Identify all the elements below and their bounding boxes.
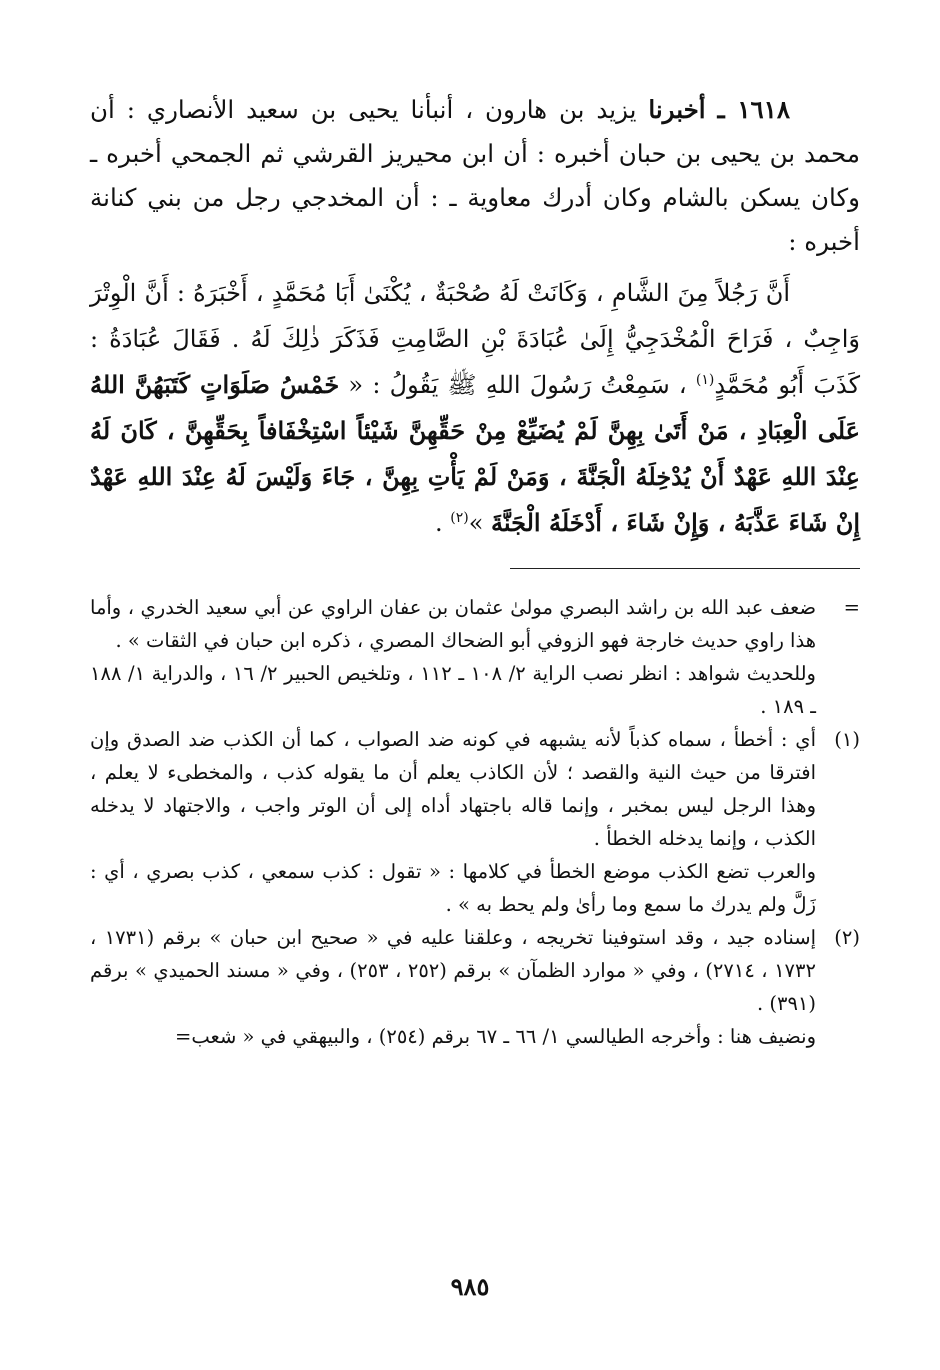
footnote-divider <box>510 568 860 569</box>
hadith-matn-paragraph <box>90 270 860 546</box>
footnote-mark: (١) <box>834 728 860 751</box>
footnote-body <box>90 591 816 723</box>
hadith-block <box>90 88 860 546</box>
footnote-paragraph: إسناده جيد ، وقد استوفينا تخريجه ، وعلقنا عليه في « صحيح ابن حبان » برقم (١٧٣١ ، ١٧٣٢ ، ٢٧١٤) ، وفي « موارد الظمآن » برقم (٢٥٢ ، ٢٥٣) ، وفي « مسند الحميدي » برقم (٣٩١) . <box>90 926 816 1015</box>
footnote-mark: (٢) <box>834 926 860 949</box>
hadith-matn-end: . <box>434 509 451 537</box>
footnote-ref-1[interactable]: (١) <box>695 372 715 388</box>
footnote-2 <box>90 921 860 1053</box>
footnote-paragraph: وللحديث شواهد : انظر نصب الراية ٢/ ١٠٨ ـ ١١٢ ، وتلخيص الحبير ٢/ ١٦ ، والدراية ١/ ١٨٨ ـ ١٨٩ . <box>90 662 816 718</box>
footnote-paragraph: والعرب تضع الكذب موضع الخطأ في كلامها : « تقول : كذب سمعي ، كذب بصري ، أي : زَلَّ ولم يدرك ما سمع وما رأىٰ ولم يحط به » . <box>90 860 816 916</box>
footnote-ref-2[interactable]: (٢) <box>450 510 469 526</box>
footnote-body <box>90 921 816 1053</box>
footnote-body <box>90 723 816 921</box>
footnote-paragraph: أي : أخطأ ، سماه كذباً لأنه يشبهه في كونه ضد الصواب ، كما أن الكذب ضد الصدق وإن افترقا من حيث النية والقصد ؛ لأن الكاذب يعلم أن ما يقوله كذب ، والمخطىء لا يعلم ، وهذا الرجل ليس بمخبر ، وإنما قاله باجتهاد أداه إلى أن الوتر واجب ، والاجتهاد لا يدخله الكذب ، وإنما يدخله الخطأ . <box>90 728 816 850</box>
hadith-matn-intro: أَنَّ رَجُلاً مِنَ الشَّامِ ، وَكَانَتْ لَهُ صُحْبَةٌ ، يُكْنَىٰ أَبَا مُحَمَّدٍ ، أَخْبَرَهُ : أَنَّ الْوِتْرَ وَاجِبٌ ، فَرَاحَ الْمُخْدَجِيُّ إِلَىٰ عُبَادَةَ بْنِ الصَّامِتِ فَذَكَرَ ذٰلِكَ لَهُ . فَقَالَ عُبَادَةُ : كَذَبَ أَبُو مُحَمَّدٍ <box>90 279 861 399</box>
footnote-1 <box>90 723 860 921</box>
footnote-paragraph: ضعف عبد الله بن راشد البصري مولىٰ عثمان بن عفان الراوي عن أبي سعيد الخدري ، وأما هذا راوي حديث خارجة فهو الزوفي أبو الضحاك المصري ، ذكره ابن حبان في الثقات » . <box>90 596 816 652</box>
prophet-saying: خَمْسُ صَلَوَاتٍ كَتَبَهُنَّ اللهُ عَلَى الْعِبَادِ ، مَنْ أَتَىٰ بِهِنَّ لَمْ يُضَيِّعْ مِنْ حَقِّهِنَّ شَيْئاً اسْتِخْفَافاً بِحَقِّهِنَّ ، كَانَ لَهُ عِنْدَ اللهِ عَهْدٌ أَنْ يُدْخِلَهُ الْجَنَّةَ ، وَمَنْ لَمْ يَأْتِ بِهِنَّ ، جَاءَ وَلَيْسَ لَهُ عِنْدَ اللهِ عَهْدٌ إِنْ شَاءَ عَذَّبَهُ ، وَإِنْ شَاءَ ، أَدْخَلَهُ الْجَنَّةَ <box>90 370 860 537</box>
hadith-matn-close: » <box>468 509 492 537</box>
footnotes-section <box>90 591 860 1053</box>
footnote-divider-wrap <box>90 546 860 591</box>
footnote-paragraph: ونضيف هنا : وأخرجه الطيالسي ١/ ٦٦ ـ ٦٧ برقم (٢٥٤) ، والبيهقي في « شعب= <box>175 1025 816 1048</box>
hadith-isnad-paragraph <box>90 88 860 264</box>
hadith-number: ١٦١٨ ـ <box>717 95 790 124</box>
page-number: ٩٨٥ <box>450 1272 490 1301</box>
page-content <box>90 88 860 1318</box>
footnote-continuation <box>90 591 860 723</box>
hadith-lead-word: أخبرنا <box>648 95 706 124</box>
hadith-matn-mid: ، سَمِعْتُ رَسُولَ اللهِ ﷺ يَقُولُ : « <box>339 371 696 399</box>
footnote-mark: = <box>843 596 860 619</box>
hadith-isnad: يزيد بن هارون ، أنبأنا يحيى بن سعيد الأنصاري : أن محمد بن يحيى بن حبان أخبره : أن ابن محيريز القرشي ثم الجمحي أخبره ـ وكان يسكن بالشام وكان أدرك معاوية ـ : أن المخدجي رجل من بني كنانة أخبره : <box>90 95 860 256</box>
